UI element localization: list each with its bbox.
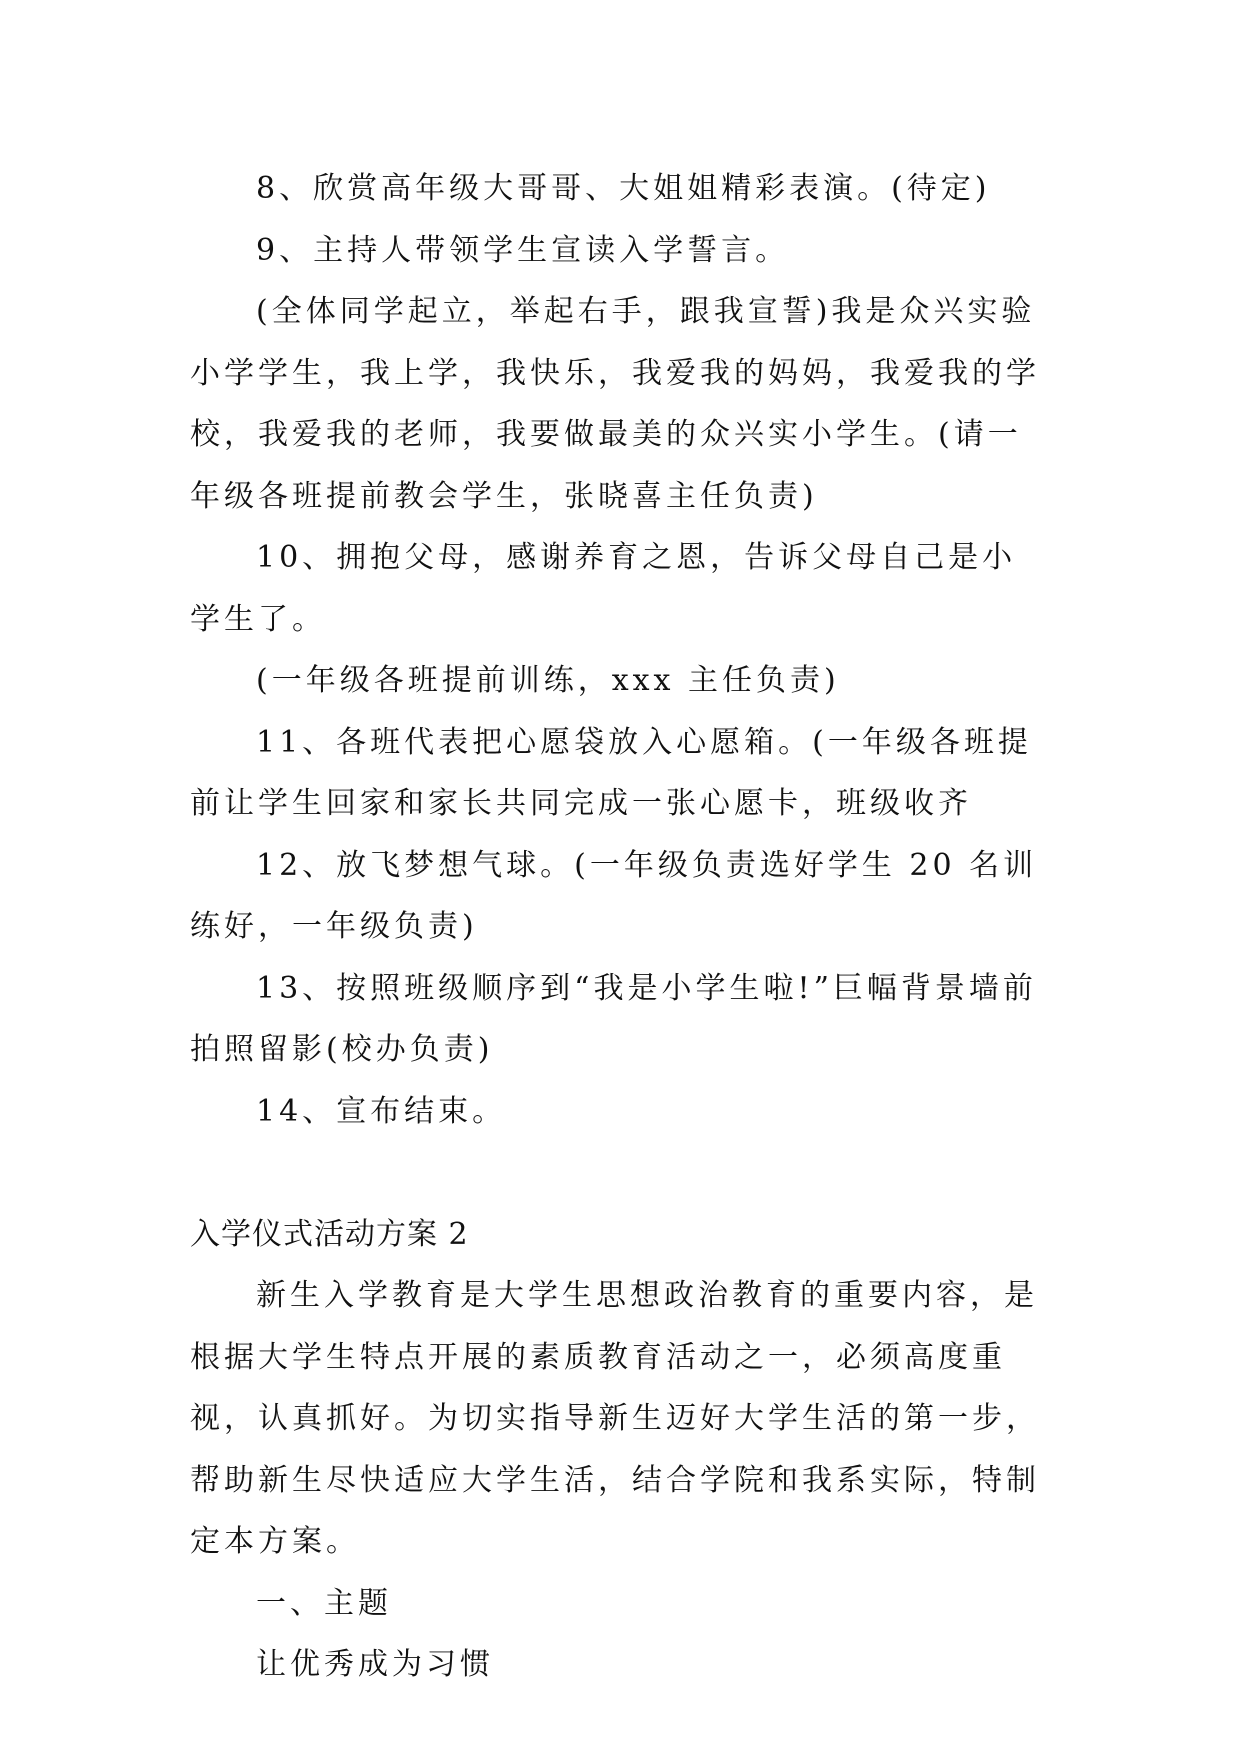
paragraph-item-10-note: (一年级各班提前训练，xxx 主任负责) bbox=[256, 663, 840, 698]
section-theme-text: 让优秀成为习惯 bbox=[256, 1647, 494, 1682]
section-subheading-theme: 一、主题 bbox=[256, 1585, 392, 1621]
paragraph-item-8: 8、欣赏高年级大哥哥、大姐姐精彩表演。(待定) bbox=[256, 171, 991, 206]
paragraph-oath-text: (全体同学起立，举起右手，跟我宣誓)我是众兴实验小学学生，我上学，我快乐，我爱我的妈妈，我爱我的学校，我爱我的老师，我要做最美的众兴实小学生。(请一年级各班提前教会学生，张晓喜主任负责) bbox=[190, 294, 1040, 514]
document-body bbox=[190, 158, 1050, 1696]
section-title: 入学仪式活动方案 2 bbox=[190, 1216, 469, 1252]
paragraph-item-12: 12、放飞梦想气球。(一年级负责选好学生 20 名训练好，一年级负责) bbox=[190, 847, 1038, 944]
section-intro-paragraph: 新生入学教育是大学生思想政治教育的重要内容，是根据大学生特点开展的素质教育活动之一，必须高度重视，认真抓好。为切实指导新生迈好大学生活的第一步，帮助新生尽快适应大学生活，结合学院和我系实际，特制定本方案。 bbox=[190, 1278, 1040, 1559]
paragraph-item-13: 13、按照班级顺序到“我是小学生啦!”巨幅背景墙前拍照留影(校办负责) bbox=[190, 970, 1037, 1067]
paragraph-item-14: 14、宣布结束。 bbox=[256, 1093, 507, 1129]
paragraph-item-11: 11、各班代表把心愿袋放入心愿箱。(一年级各班提前让学生回家和家长共同完成一张心愿卡，班级收齐 bbox=[190, 724, 1032, 821]
paragraph-item-10: 10、拥抱父母，感谢养育之恩，告诉父母自己是小学生了。 bbox=[190, 540, 1017, 637]
paragraph-item-9: 9、主持人带领学生宣读入学誓言。 bbox=[256, 232, 790, 268]
